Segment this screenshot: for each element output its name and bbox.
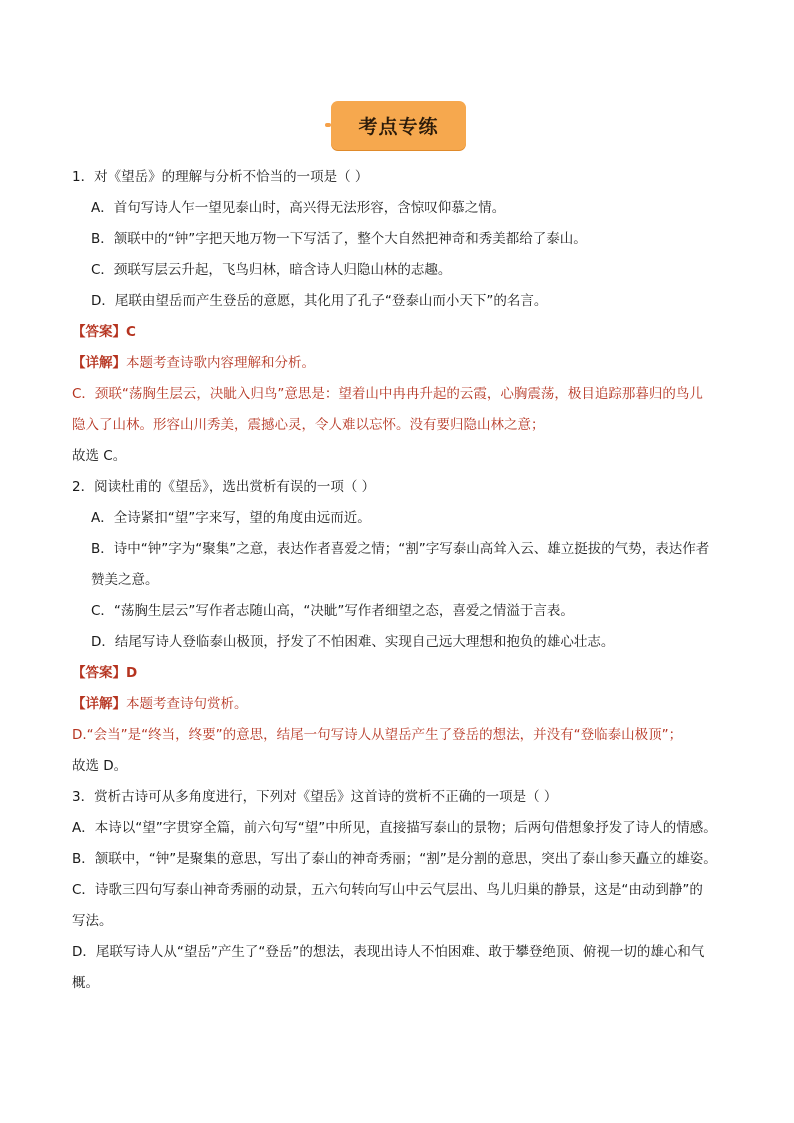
q2-detail — [72, 689, 732, 720]
q1-explanation-line-2: 隐入了山林。形容山川秀美，震撼心灵，令人难以忘怀。没有要归隐山林之意； — [72, 417, 545, 433]
q1-answer-value: C — [126, 324, 136, 340]
q1-detail-text: 本题考查诗歌内容理解和分析。 — [126, 355, 315, 371]
q1-detail-label: 【详解】 — [72, 355, 126, 371]
q2-answer-value: D — [126, 665, 138, 681]
q3-option-b: B．颔联中，“钟”是聚集的意思，写出了泰山的神奇秀丽；“割”是分割的意思，突出了泰山参天矗立的雄姿。 — [72, 851, 717, 867]
q3-option-c-line-2: 写法。 — [72, 913, 113, 929]
q2-conclusion: 故选 D。 — [72, 758, 128, 774]
q3-option-c-line-1: C．诗歌三四句写泰山神奇秀丽的动景，五六句转向写山中云气层出、鸟儿归巢的静景，这是“由动到静”的 — [72, 882, 703, 898]
q2-answer-label: 【答案】 — [72, 665, 126, 681]
banner-title: 考点专练 — [331, 101, 466, 150]
q3-stem: 3．赏析古诗可从多角度进行，下列对《望岳》这首诗的赏析不正确的一项是（ ） — [72, 789, 558, 805]
q3-option-a: A．本诗以“望”字贯穿全篇，前六句写“望”中所见，直接描写泰山的景物；后两句借想象抒发了诗人的情感。 — [72, 820, 717, 836]
q2-stem: 2．阅读杜甫的《望岳》，选出赏析有误的一项（ ） — [72, 479, 376, 495]
q1-stem: 1．对《望岳》的理解与分析不恰当的一项是（ ） — [72, 169, 369, 185]
q1-option-b: B．颔联中的“钟”字把天地万物一下写活了，整个大自然把神奇和秀美都给了泰山。 — [91, 231, 587, 247]
q3-option-d-line-1: D．尾联写诗人从“望岳”产生了“登岳”的想法，表现出诗人不怕困难、敢于攀登绝顶、俯视一切的雄心和气 — [72, 944, 705, 960]
q2-option-c: C．“荡胸生层云”写作者志随山高，“决眦”写作者细望之态，喜爱之情溢于言表。 — [91, 603, 574, 619]
exercise-content — [72, 162, 732, 999]
q2-detail-text: 本题考查诗句赏析。 — [126, 696, 248, 712]
q2-answer — [72, 658, 732, 689]
q3-option-d-line-2: 概。 — [72, 975, 99, 991]
q1-answer — [72, 317, 732, 348]
q1-answer-label: 【答案】 — [72, 324, 126, 340]
q2-option-d: D．结尾写诗人登临泰山极顶，抒发了不怕困难、实现自己远大理想和抱负的雄心壮志。 — [91, 634, 615, 650]
q2-option-b-line-2: 赞美之意。 — [91, 572, 159, 588]
q1-detail — [72, 348, 732, 379]
q1-conclusion: 故选 C。 — [72, 448, 127, 464]
q1-explanation-line-1: C．颈联“荡胸生层云，决眦入归鸟”意思是：望着山中冉冉升起的云霞，心胸震荡，极目追踪那暮归的鸟儿 — [72, 386, 703, 402]
q1-option-d: D．尾联由望岳而产生登岳的意愿，其化用了孔子“登泰山而小天下”的名言。 — [91, 293, 548, 309]
q2-option-a: A．全诗紧扣“望”字来写，望的角度由远而近。 — [91, 510, 371, 526]
q1-option-c: C．颈联写层云升起，飞鸟归林，暗含诗人归隐山林的志趣。 — [91, 262, 452, 278]
q2-option-b-line-1: B．诗中“钟”字为“聚集”之意，表达作者喜爱之情；“割”字写泰山高耸入云、雄立挺拔的气势，表达作者 — [91, 541, 710, 557]
q2-detail-label: 【详解】 — [72, 696, 126, 712]
q2-explanation-line-1: D.“会当”是“终当，终要”的意思，结尾一句写诗人从望岳产生了登岳的想法，并没有“登临泰山极顶”； — [72, 727, 683, 743]
q1-option-a: A．首句写诗人乍一望见泰山时，高兴得无法形容，含惊叹仰慕之情。 — [91, 200, 506, 216]
